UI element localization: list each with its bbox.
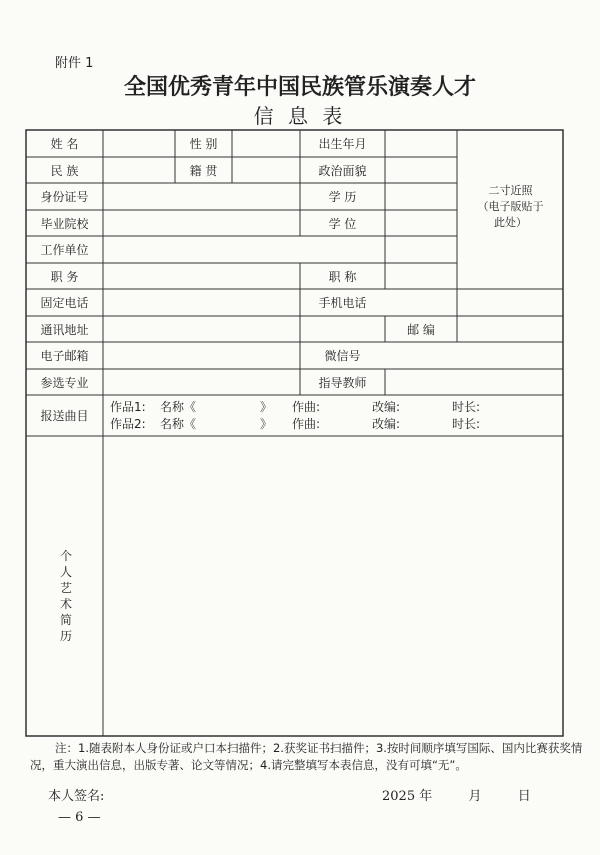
work-2-label: 作品2: — [110, 417, 146, 431]
input-address[interactable] — [103, 316, 385, 342]
date-day: 日 — [517, 789, 531, 804]
label-degree: 学 位 — [328, 216, 357, 231]
input-birth[interactable] — [385, 130, 457, 157]
label-pieces: 报送曲目 — [40, 409, 89, 423]
input-position[interactable] — [103, 263, 300, 289]
label-title: 职 称 — [328, 269, 357, 284]
work-2-composer: 作曲: — [292, 417, 321, 431]
input-native-place[interactable] — [232, 157, 300, 183]
signature-label: 本人签名: — [48, 789, 105, 804]
work-1-duration: 时长: — [452, 400, 481, 414]
label-major: 参选专业 — [40, 375, 89, 390]
input-major[interactable] — [103, 369, 300, 395]
label-teacher: 指导教师 — [318, 375, 367, 390]
label-work-unit: 工作单位 — [40, 243, 89, 257]
label-political-status: 政治面貌 — [318, 163, 367, 178]
form-note: 注：1.随表附本人身份证或户口本扫描件；2.获奖证书扫描件；3.按时间顺序填写国际、国内比赛获奖情况，重大演出信息，出版专著、论文等情况；4.请完整填写本表信息，没有可填“无”。 — [30, 741, 583, 772]
label-education: 学 历 — [328, 190, 357, 204]
work-1-label: 作品1: — [110, 400, 146, 414]
work-2-arranger: 改编: — [372, 417, 401, 431]
label-id-number: 身份证号 — [40, 190, 89, 204]
attachment-label: 附件 1 — [55, 56, 94, 71]
input-landline[interactable] — [103, 289, 300, 316]
input-id-number[interactable] — [103, 183, 300, 210]
date-month: 月 — [468, 789, 482, 804]
input-wechat[interactable] — [385, 342, 563, 369]
label-name: 姓 名 — [50, 137, 79, 151]
photo-line-1: 二寸近照 — [488, 184, 533, 197]
date-year: 2025 年 — [382, 789, 433, 804]
label-ethnicity: 民 族 — [50, 163, 79, 178]
label-address: 通讯地址 — [40, 322, 89, 337]
input-degree[interactable] — [385, 210, 457, 236]
work-1-name-close: 》 — [260, 400, 273, 414]
work-2-name-close: 》 — [260, 417, 273, 431]
photo-line-3: 此处） — [494, 216, 527, 229]
label-wechat: 微信号 — [324, 349, 361, 363]
input-bio[interactable] — [103, 436, 563, 736]
input-teacher[interactable] — [385, 369, 563, 395]
page-number: — 6 — — [58, 810, 101, 825]
label-school: 毕业院校 — [40, 216, 89, 231]
input-email[interactable] — [103, 342, 300, 369]
photo-line-2: （电子版贴于 — [477, 200, 544, 213]
input-political-status[interactable] — [385, 157, 457, 183]
form-title: 全国优秀青年中国民族管乐演奏人才 — [123, 74, 476, 100]
photo-placeholder[interactable] — [458, 183, 563, 231]
work-2-name: 名称《 — [160, 417, 197, 431]
input-mobile[interactable] — [385, 289, 563, 316]
label-native-place: 籍 贯 — [189, 163, 218, 178]
input-postcode[interactable] — [457, 316, 563, 342]
input-work-unit[interactable] — [103, 236, 457, 263]
input-ethnicity[interactable] — [103, 157, 175, 183]
input-education[interactable] — [385, 183, 457, 210]
label-postcode: 邮 编 — [407, 322, 435, 337]
work-1-composer: 作曲: — [292, 400, 321, 414]
work-1-name: 名称《 — [160, 400, 197, 414]
input-school[interactable] — [103, 210, 300, 236]
input-gender[interactable] — [232, 130, 300, 157]
input-title[interactable] — [385, 263, 457, 289]
label-gender: 性 别 — [189, 137, 218, 151]
label-email: 电子邮箱 — [40, 349, 89, 363]
label-birth: 出生年月 — [318, 137, 367, 151]
form-subtitle: 信 息 表 — [253, 104, 347, 128]
label-position: 职 务 — [50, 269, 79, 284]
label-landline: 固定电话 — [40, 296, 89, 310]
label-bio: 个人艺术简历 — [59, 549, 72, 643]
input-name[interactable] — [103, 130, 175, 157]
signature-date — [382, 785, 531, 804]
label-mobile: 手机电话 — [318, 296, 367, 310]
work-2-duration: 时长: — [452, 417, 481, 431]
work-1-arranger: 改编: — [372, 400, 401, 414]
